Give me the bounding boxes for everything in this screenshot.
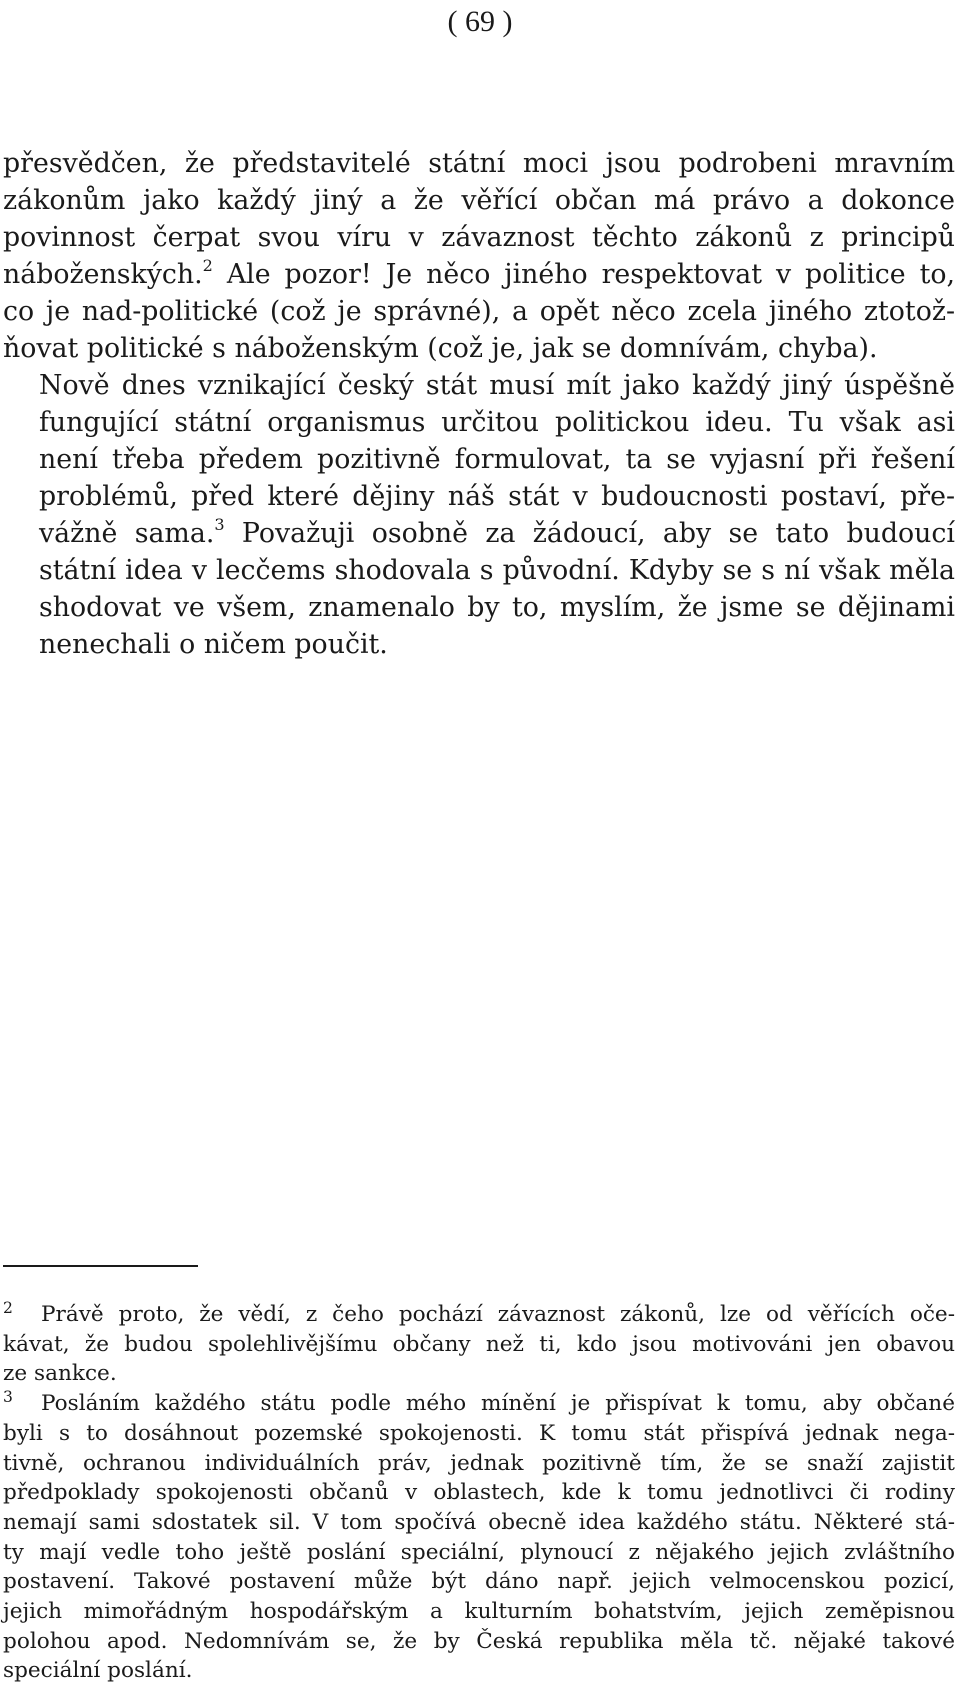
footnote-2 — [3, 1300, 955, 1389]
footnotes — [3, 1300, 955, 1686]
text-line — [3, 256, 955, 293]
text-segment: Považuji osobně za žádoucí, aby se tato budoucí — [224, 518, 955, 549]
text-line: povinnost čerpat svou víru v závaznost těchto zákonů z principů — [3, 222, 955, 253]
footnote-reference[interactable]: 3 — [214, 514, 225, 534]
text-line: shodovat ve všem, znamenalo by to, myslím, že jsme se dějinami — [39, 592, 955, 623]
text-line — [3, 515, 955, 552]
text-segment: vážně sama. — [39, 518, 215, 549]
footnote-line: byli s to dosáhnout pozemské spokojenosti. K tomu stát přispívá jednak nega- — [3, 1420, 955, 1446]
footnote-text: Posláním každého státu podle mého mínění je přispívat k tomu, aby občané — [41, 1391, 955, 1417]
text-line: zákonům jako každý jiný a že věřící občan má právo a dokonce — [3, 185, 955, 216]
text-line: co je nad-politické (což je správné), a opět něco zcela jiného ztotož- — [3, 296, 955, 327]
footnote-line: jejich mimořádným hospodářským a kulturním bohatstvím, jejich zeměpisnou — [3, 1599, 955, 1625]
footnote-line: polohou apod. Nedomnívám se, že by Česká republika měla tč. nějaké takové — [3, 1628, 955, 1654]
text-segment: Ale pozor! Je něco jiného respektovat v politice to, — [212, 259, 955, 290]
text-line: přesvědčen, že představitelé státní moci jsou podrobeni mravním — [3, 148, 955, 179]
text-line: státní idea v lecčems shodovala s původní. Kdyby se s ní však měla — [39, 555, 955, 586]
footnote-line: 2 Právě proto, že vědí, z čeho pochází závaznost zákonů, lze od věřících oče- — [3, 1299, 955, 1327]
paragraph — [3, 367, 955, 663]
footnote-line: speciální poslání. — [3, 1658, 193, 1684]
paragraph — [3, 145, 955, 367]
body-text — [3, 145, 955, 663]
text-line: ňovat politické s náboženským (což je, jak se domnívám, chyba). — [3, 333, 878, 364]
footnote-line: nemají sami sdostatek sil. V tom spočívá obecně idea každého státu. Některé stá- — [3, 1509, 955, 1535]
text-line: nenechali o ničem poučit. — [39, 629, 388, 660]
footnote-reference[interactable]: 2 — [202, 255, 213, 275]
page-number: ( 69 ) — [447, 5, 513, 38]
footnote-line: kávat, že budou spolehlivějšímu občany než ti, kdo jsou motivováni jen obavou — [3, 1331, 955, 1357]
footnote-line: předpoklady spokojenosti občanů v oblastech, kde k tomu jednotlivci či rodiny — [3, 1480, 955, 1506]
text-line: fungující státní organismus určitou politickou ideu. Tu však asi — [39, 407, 955, 438]
footnote-line: tivně, ochranou individuálních práv, jednak pozitivně tím, že se snaží zajistit — [3, 1450, 955, 1476]
footnote-divider — [3, 1265, 198, 1267]
text-segment: náboženských. — [3, 259, 203, 290]
text-line: problémů, před které dějiny náš stát v budoucnosti postaví, pře- — [39, 481, 955, 512]
footnote-line: ze sankce. — [3, 1361, 117, 1387]
footnote-line: ty mají vedle toho ještě poslání speciální, plynoucí z nějakého jejich zvláštního — [3, 1539, 955, 1565]
footnote-line: postavení. Takové postavení může být dáno např. jejich velmocenskou pozicí, — [3, 1569, 955, 1595]
footnote-text: Právě proto, že vědí, z čeho pochází závaznost zákonů, lze od věřících oče- — [41, 1302, 955, 1327]
text-line: Nově dnes vznikající český stát musí mít jako každý jiný úspěšně — [39, 370, 955, 401]
footnote-line: 3 Posláním každého státu podle mého mínění je přispívat k tomu, aby občané — [3, 1388, 955, 1417]
footnote-3 — [3, 1389, 955, 1686]
text-line: není třeba předem pozitivně formulovat, ta se vyjasní při řešení — [39, 444, 955, 475]
